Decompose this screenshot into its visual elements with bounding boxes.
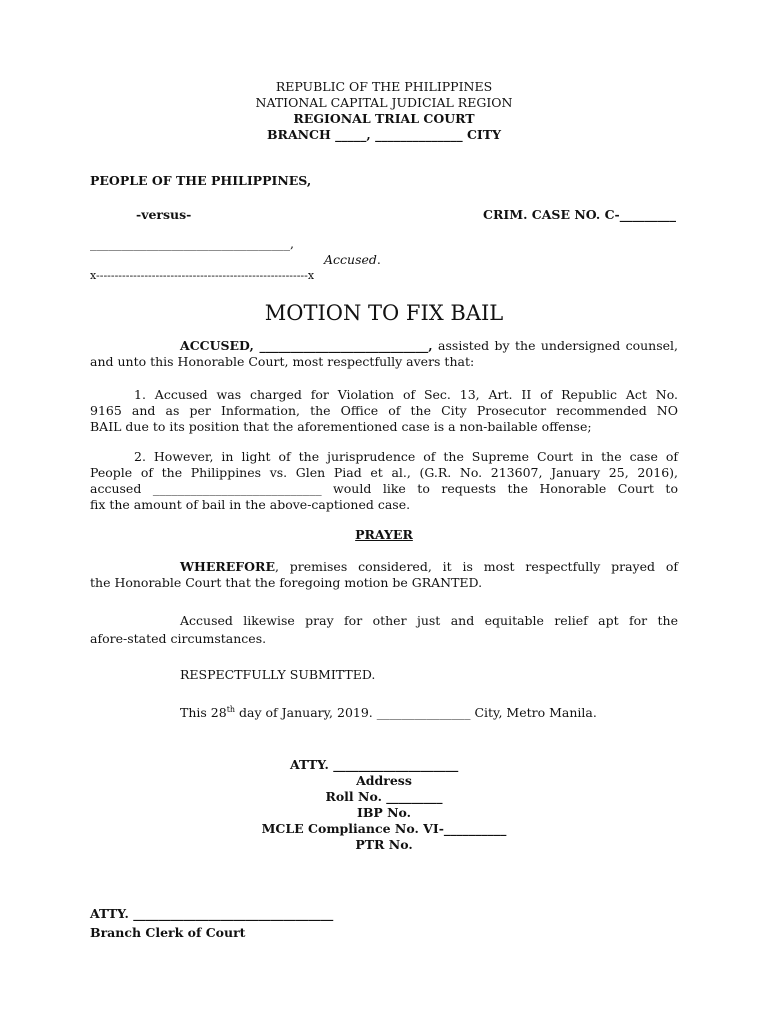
header-branch: BRANCH _____, ______________ CITY xyxy=(266,127,501,142)
para2-line-2: People of the Philippines vs. Glen Piad et al., (G.R. No. 213607, January 25, 2016), xyxy=(90,465,678,480)
intro-lead: ACCUSED, ___________________________, xyxy=(180,338,433,353)
para2-line1-text: 2. However, in light of the jurisprudence of the Supreme Court in the case of xyxy=(134,449,678,464)
intro-line-1 xyxy=(90,338,678,354)
para1-line-2: 9165 and as per Information, the Office of the City Prosecutor recommended NO xyxy=(90,403,678,418)
para1-line1-text: 1. Accused was charged for Violation of Sec. 13, Art. II of Republic Act No. xyxy=(134,387,678,402)
prayer-line-1 xyxy=(90,559,678,575)
caption-separator: x---------------------------------------------------------x xyxy=(90,269,315,282)
date-sup: th xyxy=(226,704,236,714)
counsel-roll-no: Roll No. _________ xyxy=(325,789,443,804)
caption-accused-label xyxy=(324,252,381,268)
counsel-address: Address xyxy=(356,773,412,788)
respectfully-submitted: RESPECTFULLY SUBMITTED. xyxy=(180,667,376,682)
counsel-atty: ATTY. ____________________ xyxy=(290,757,459,772)
prayer-wherefore: WHEREFORE xyxy=(180,559,275,574)
relief-line1-text: Accused likewise pray for other just and equitable relief apt for the xyxy=(180,613,678,628)
para1-line-1 xyxy=(90,387,678,403)
counsel-ibp-no: IBP No. xyxy=(356,805,412,820)
relief-line-1 xyxy=(90,613,678,629)
caption-case-no: CRIM. CASE NO. C-_________ xyxy=(483,207,676,222)
counsel-ptr-no: PTR No. xyxy=(355,837,413,852)
header-court: REGIONAL TRIAL COURT xyxy=(293,111,475,126)
prayer-line-2: the Honorable Court that the foregoing motion be GRANTED. xyxy=(90,575,483,590)
para2-line-3: accused ___________________________ would like to requests the Honorable Court to xyxy=(90,481,678,496)
caption-versus: -versus- xyxy=(136,207,192,222)
prayer-line1-rest: , premises considered, it is most respectfully prayed of xyxy=(274,559,678,574)
relief-line-2: afore-stated circumstances. xyxy=(90,631,267,646)
date-pre: This 28 xyxy=(180,705,227,720)
para2-line-4: fix the amount of bail in the above-captioned case. xyxy=(90,497,411,512)
caption-plaintiff: PEOPLE OF THE PHILIPPINES, xyxy=(90,173,312,188)
prayer-heading: PRAYER xyxy=(355,527,413,542)
header-region: NATIONAL CAPITAL JUDICIAL REGION xyxy=(255,95,513,110)
header-republic: REPUBLIC OF THE PHILIPPINES xyxy=(275,79,493,94)
intro-line-2: and unto this Honorable Court, most respectfully avers that: xyxy=(90,354,475,369)
caption-accused-line: ________________________________, xyxy=(90,236,294,251)
intro-line1-rest: assisted by the undersigned counsel, xyxy=(432,338,678,353)
closing-date-line xyxy=(180,705,597,721)
clerk-atty: ATTY. ________________________________ xyxy=(90,906,334,921)
counsel-mcle: MCLE Compliance No. VI-__________ xyxy=(261,821,507,836)
para2-line-1 xyxy=(90,449,678,465)
para1-line-3: BAIL due to its position that the aforementioned case is a non-bailable offense; xyxy=(90,419,592,434)
clerk-title: Branch Clerk of Court xyxy=(90,925,246,940)
date-post: day of January, 2019. _______________ City, Metro Manila. xyxy=(235,705,597,720)
document-title: MOTION TO FIX BAIL xyxy=(264,301,504,325)
accused-label-dot: . xyxy=(376,252,381,267)
accused-label-text: Accused xyxy=(324,252,377,267)
